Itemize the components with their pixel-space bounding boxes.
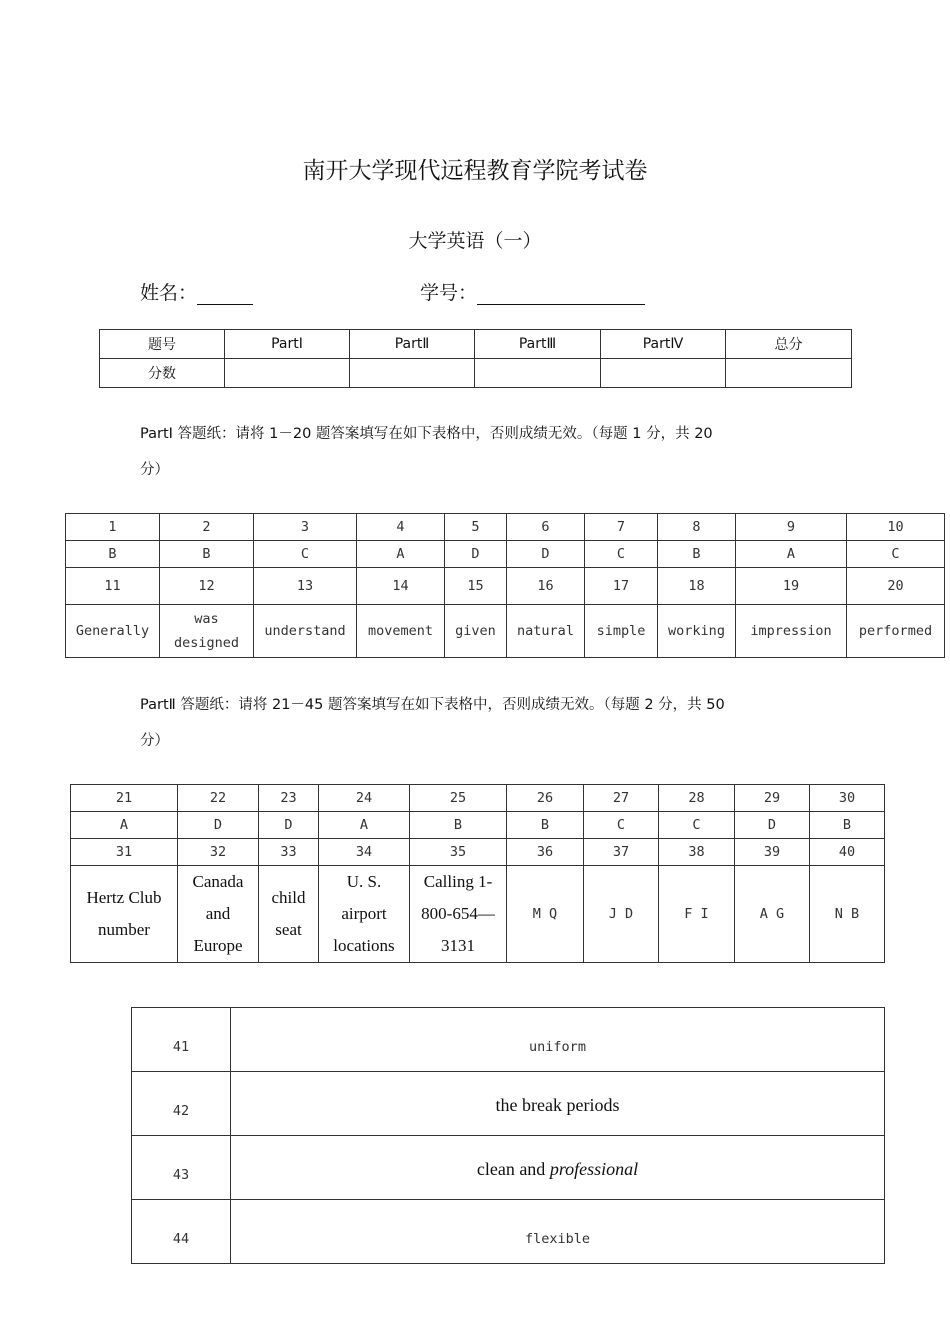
question-number: 14 [357, 568, 445, 605]
question-number: 34 [319, 839, 410, 866]
answer-cell: A [736, 541, 847, 568]
question-number: 40 [810, 839, 885, 866]
answer-cell: A G [735, 866, 810, 963]
answer-cell: C [659, 812, 735, 839]
course-title: 大学英语（一） [408, 230, 542, 252]
answer-cell: U. S. airport locations [319, 866, 410, 963]
answer-cell [231, 1136, 885, 1200]
answer-cell: D [735, 812, 810, 839]
question-number: 24 [319, 785, 410, 812]
answer-cell: D [178, 812, 259, 839]
question-number: 36 [507, 839, 584, 866]
part1-answer-table [65, 513, 945, 658]
part2-num-row-2 [71, 839, 885, 866]
answer-cell: D [507, 541, 585, 568]
question-number: 8 [658, 514, 736, 541]
answer-cell: F I [659, 866, 735, 963]
question-number: 17 [585, 568, 658, 605]
question-number: 42 [132, 1072, 231, 1136]
name-blank [197, 284, 253, 305]
question-number: 30 [810, 785, 885, 812]
answer-cell: B [810, 812, 885, 839]
exam-title: 南开大学现代远程教育学院考试卷 [302, 158, 648, 184]
answer-cell: A [71, 812, 178, 839]
answer-cell: working [658, 605, 736, 658]
part2-answer-row-1 [71, 812, 885, 839]
answer-cell: flexible [231, 1200, 885, 1264]
part2-answer-table [70, 784, 885, 963]
question-number: 38 [659, 839, 735, 866]
question-number: 5 [445, 514, 507, 541]
question-number: 16 [507, 568, 585, 605]
question-number: 12 [160, 568, 254, 605]
score-header-cell: PartⅡ [350, 330, 475, 359]
part1-answer-row-2 [66, 605, 945, 658]
answer-cell: B [66, 541, 160, 568]
question-number: 26 [507, 785, 584, 812]
score-cell [225, 359, 350, 388]
score-header-cell: PartⅢ [475, 330, 601, 359]
name-label: 姓名： [140, 282, 198, 304]
answer-cell: B [658, 541, 736, 568]
score-cell [726, 359, 852, 388]
question-number: 25 [410, 785, 507, 812]
answer-cell: child seat [259, 866, 319, 963]
score-table-header [100, 330, 852, 359]
question-number: 6 [507, 514, 585, 541]
answer-cell: Calling 1-800-654—3131 [410, 866, 507, 963]
score-table-row [100, 359, 852, 388]
answer-cell: C [254, 541, 357, 568]
answer-cell: C [585, 541, 658, 568]
table-row [132, 1136, 885, 1200]
question-number: 35 [410, 839, 507, 866]
answer-cell: simple [585, 605, 658, 658]
part1-instructions [140, 416, 820, 488]
score-header-cell: PartⅣ [601, 330, 726, 359]
question-number: 29 [735, 785, 810, 812]
student-id-label: 学号： [420, 282, 478, 304]
answer-cell: movement [357, 605, 445, 658]
question-number: 20 [847, 568, 945, 605]
name-field [140, 278, 253, 305]
answer-cell: the break periods [231, 1072, 885, 1136]
score-table [99, 329, 852, 388]
part1-note-line1: PartⅠ 答题纸：请将 1－20 题答案填写在如下表格中，否则成绩无效。（每题 1 分，共 20 [140, 426, 713, 442]
question-number: 33 [259, 839, 319, 866]
part2-note-line1: PartⅡ 答题纸：请将 21－45 题答案填写在如下表格中，否则成绩无效。（每题 2 分，共 50 [140, 697, 725, 713]
answer-cell: natural [507, 605, 585, 658]
question-number: 37 [584, 839, 659, 866]
answer-cell: N B [810, 866, 885, 963]
score-cell [475, 359, 601, 388]
question-number: 41 [132, 1008, 231, 1072]
score-cell [350, 359, 475, 388]
student-id-blank [477, 284, 645, 305]
question-number: 31 [71, 839, 178, 866]
answer-cell: given [445, 605, 507, 658]
answer-cell: A [357, 541, 445, 568]
part2-short-answer-table [131, 1007, 885, 1264]
part1-num-row-1 [66, 514, 945, 541]
question-number: 1 [66, 514, 160, 541]
question-number: 22 [178, 785, 259, 812]
question-number: 39 [735, 839, 810, 866]
answer-cell: performed [847, 605, 945, 658]
score-cell [601, 359, 726, 388]
question-number: 4 [357, 514, 445, 541]
question-number: 23 [259, 785, 319, 812]
question-number: 18 [658, 568, 736, 605]
answer-cell: C [584, 812, 659, 839]
question-number: 13 [254, 568, 357, 605]
part1-answer-row-1 [66, 541, 945, 568]
question-number: 19 [736, 568, 847, 605]
answer-cell: B [507, 812, 584, 839]
answer-cell: Generally [66, 605, 160, 658]
answer-cell: D [259, 812, 319, 839]
question-number: 9 [736, 514, 847, 541]
answer-cell: uniform [231, 1008, 885, 1072]
answer-text: clean and [476, 1159, 550, 1179]
table-row [132, 1200, 885, 1264]
question-number: 32 [178, 839, 259, 866]
question-number: 2 [160, 514, 254, 541]
table-row [132, 1008, 885, 1072]
answer-cell: A [319, 812, 410, 839]
table-row [132, 1072, 885, 1136]
answer-cell: B [410, 812, 507, 839]
part2-num-row-1 [71, 785, 885, 812]
question-number: 28 [659, 785, 735, 812]
part1-num-row-2 [66, 568, 945, 605]
answer-cell: impression [736, 605, 847, 658]
question-number: 10 [847, 514, 945, 541]
answer-cell: M Q [507, 866, 584, 963]
answer-cell: B [160, 541, 254, 568]
question-number: 11 [66, 568, 160, 605]
score-header-cell: 总分 [726, 330, 852, 359]
answer-cell: C [847, 541, 945, 568]
answer-cell: was designed [160, 605, 254, 658]
question-number: 7 [585, 514, 658, 541]
question-number: 27 [584, 785, 659, 812]
score-row-label: 分数 [100, 359, 225, 388]
part2-instructions [140, 687, 820, 759]
answer-cell: Hertz Club number [71, 866, 178, 963]
part2-answer-row-2 [71, 866, 885, 963]
question-number: 44 [132, 1200, 231, 1264]
part1-note-line2: 分） [140, 462, 169, 478]
score-header-cell: 题号 [100, 330, 225, 359]
answer-cell: D [445, 541, 507, 568]
question-number: 3 [254, 514, 357, 541]
student-id-field [420, 278, 645, 305]
answer-cell: J D [584, 866, 659, 963]
question-number: 15 [445, 568, 507, 605]
question-number: 21 [71, 785, 178, 812]
answer-cell: Canada and Europe [178, 866, 259, 963]
part2-note-line2: 分） [140, 733, 169, 749]
answer-cell: understand [254, 605, 357, 658]
score-header-cell: PartⅠ [225, 330, 350, 359]
question-number: 43 [132, 1136, 231, 1200]
answer-text-italic: professional [549, 1159, 639, 1179]
